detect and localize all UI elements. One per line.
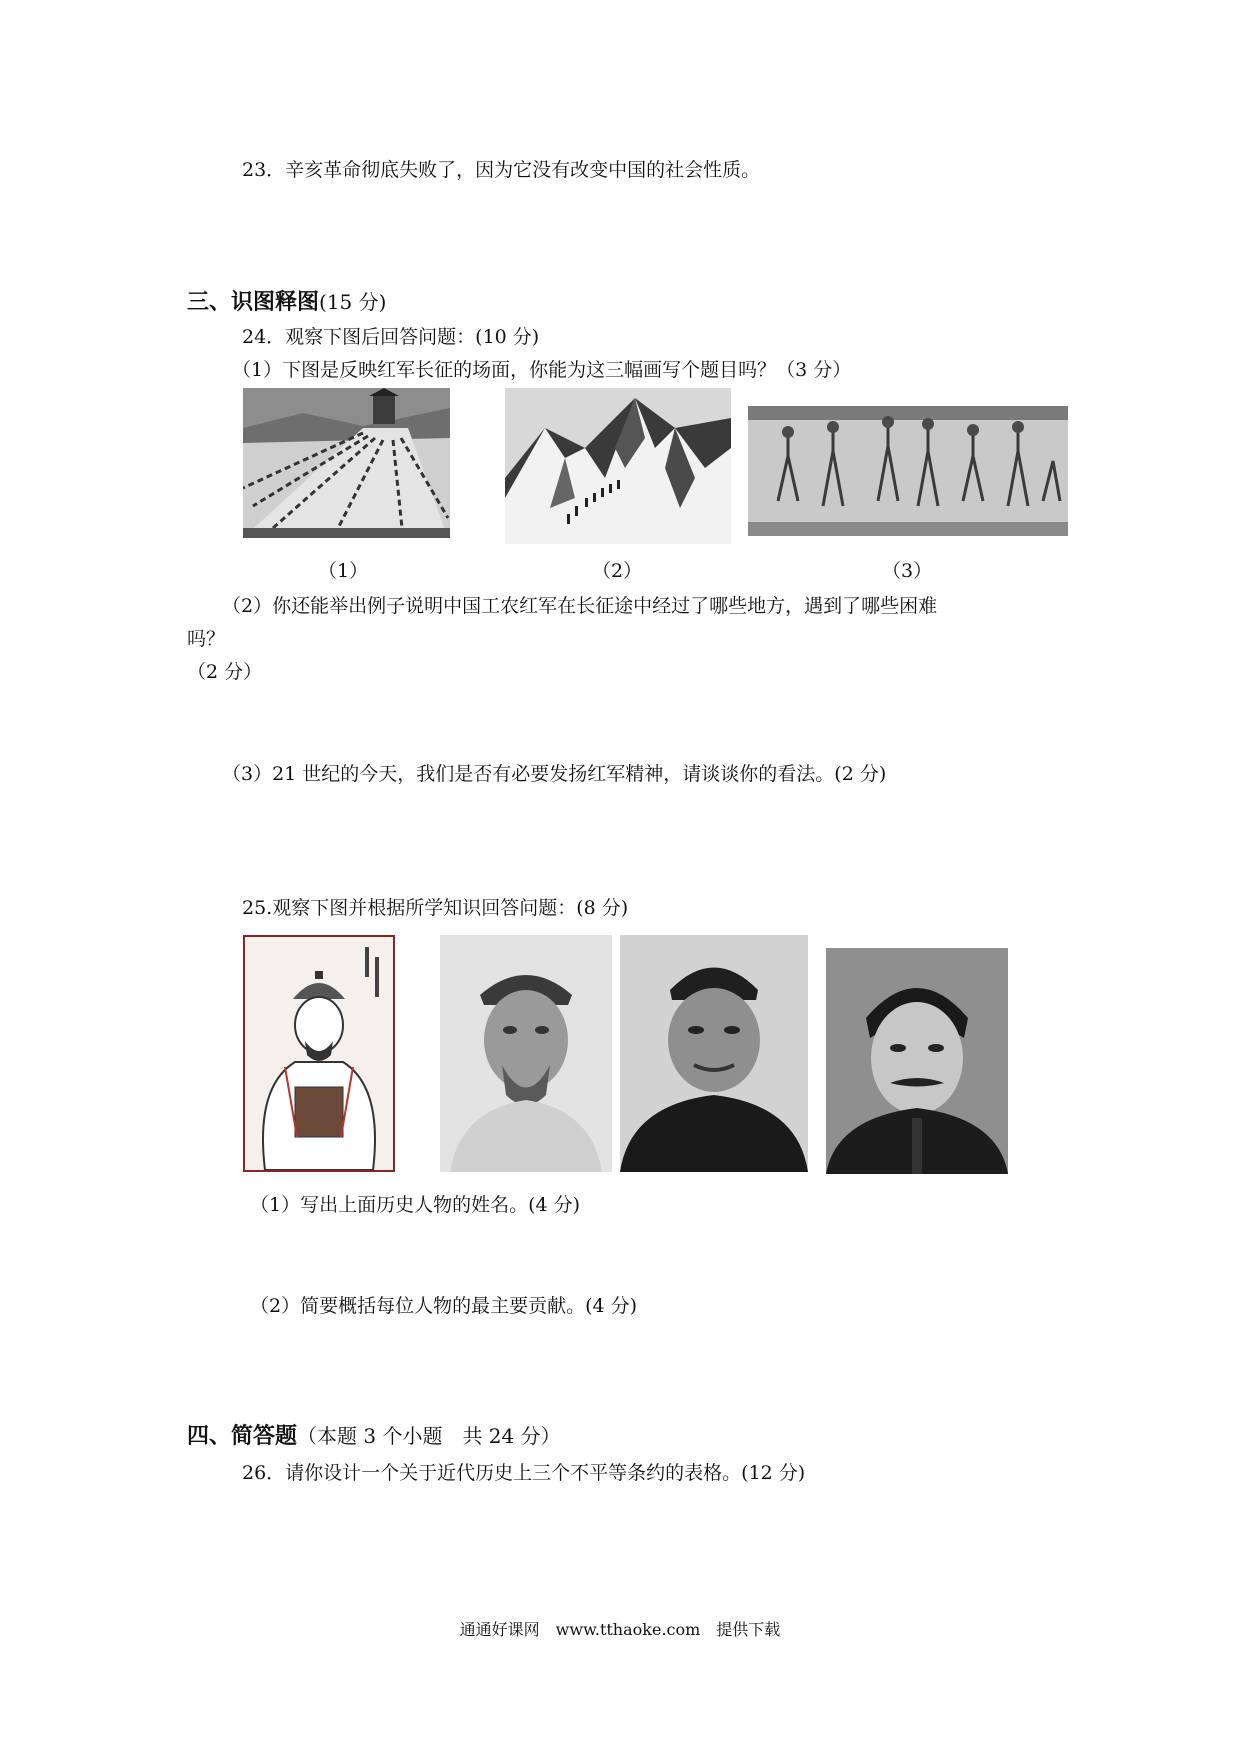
portrait-painting-qing-official [243, 935, 395, 1172]
section-3-title: 三、识图释图 [187, 289, 320, 315]
section-4-points: （本题 3 个小题 共 24 分） [297, 1424, 561, 1448]
portrait-photo-man-with-mustache [826, 948, 1008, 1174]
section-3-heading [187, 290, 386, 314]
section-3-points: (15 分) [319, 290, 387, 314]
question-25-part-1: （1）写出上面历史人物的姓名。(4 分) [250, 1194, 581, 1216]
section-4-heading [187, 1424, 561, 1448]
question-25-part-2: （2）简要概括每位人物的最主要贡献。(4 分) [250, 1295, 638, 1317]
question-24-stem: 24．观察下图后回答问题：(10 分) [242, 326, 540, 348]
question-26: 26．请你设计一个关于近代历史上三个不平等条约的表格。(12 分) [242, 1462, 806, 1484]
question-24-part-3: （3）21 世纪的今天，我们是否有必要发扬红军精神，请谈谈你的看法。(2 分) [222, 763, 887, 785]
question-24-part-2-line-2: 吗？ [187, 628, 226, 650]
footer-credit: 通通好课网 www.tthaoke.com 提供下载 [459, 1620, 781, 1639]
question-23: 23．辛亥革命彻底失败了，因为它没有改变中国的社会性质。 [242, 159, 761, 181]
question-24-part-2-points: （2 分） [187, 661, 263, 683]
section-4-title: 四、简答题 [187, 1423, 298, 1449]
long-march-photo-bridge [243, 388, 450, 538]
caption-1: （1） [318, 560, 369, 582]
question-24-part-1: （1）下图是反映红军长征的场面，你能为这三幅画写个题目吗？（3 分） [232, 359, 852, 381]
long-march-sketch-soldiers [748, 406, 1068, 536]
portrait-photo-official-with-cap [620, 935, 808, 1172]
caption-3: （3） [882, 560, 933, 582]
question-24-part-2-line-1: （2）你还能举出例子说明中国工农红军在长征途中经过了哪些地方，遇到了哪些困难 [222, 595, 938, 617]
portrait-photo-li-style-official [440, 935, 612, 1172]
caption-2: （2） [592, 560, 643, 582]
long-march-photo-snow-mountain [505, 388, 731, 544]
question-25-stem: 25.观察下图并根据所学知识回答问题：(8 分) [242, 897, 629, 919]
